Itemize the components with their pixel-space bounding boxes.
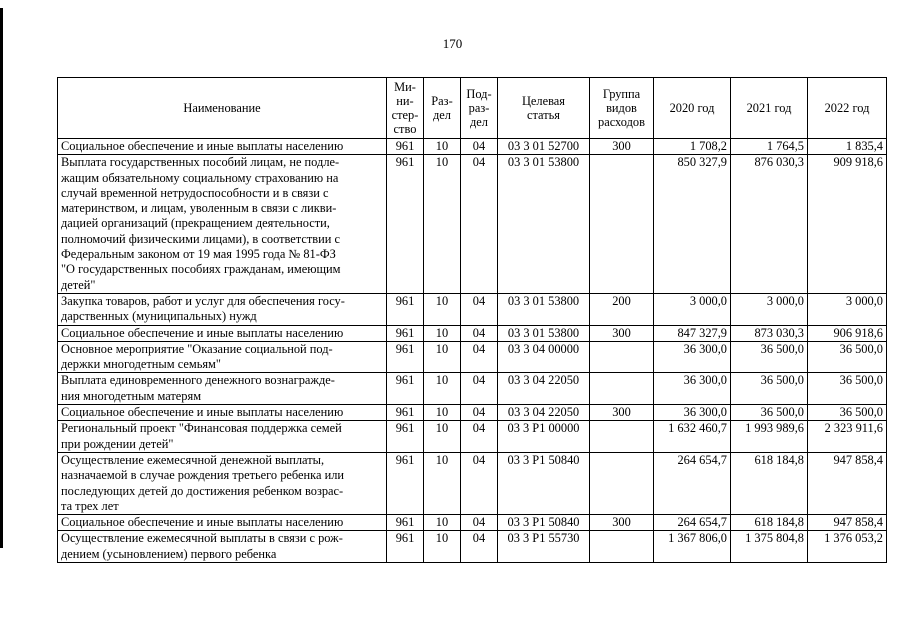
cell-section: 10 [424,325,461,341]
cell-group [590,531,654,563]
table-row [58,405,887,421]
cell-2022: 906 918,6 [808,325,887,341]
cell-group [590,421,654,453]
header-subsection: Под- раз- дел [461,78,498,139]
cell-2020: 36 300,0 [654,405,731,421]
cell-subsection: 04 [461,325,498,341]
cell-subsection: 04 [461,341,498,373]
budget-table [57,77,887,563]
cell-section: 10 [424,421,461,453]
cell-name: Социальное обеспечение и иные выплаты населению [58,325,387,341]
cell-2020: 847 327,9 [654,325,731,341]
cell-section: 10 [424,531,461,563]
cell-ministry: 961 [387,325,424,341]
cell-target: 03 3 01 53800 [498,293,590,325]
cell-2020: 1 367 806,0 [654,531,731,563]
cell-group [590,341,654,373]
table-row [58,341,887,373]
header-name: Наименование [58,78,387,139]
cell-ministry: 961 [387,139,424,155]
cell-2022: 2 323 911,6 [808,421,887,453]
cell-subsection: 04 [461,155,498,294]
cell-ministry: 961 [387,293,424,325]
cell-2022: 36 500,0 [808,341,887,373]
cell-group: 300 [590,515,654,531]
cell-section: 10 [424,341,461,373]
cell-name: Социальное обеспечение и иные выплаты населению [58,405,387,421]
cell-subsection: 04 [461,405,498,421]
cell-target: 03 3 04 00000 [498,341,590,373]
cell-2020: 850 327,9 [654,155,731,294]
cell-2022: 3 000,0 [808,293,887,325]
header-row [58,78,887,139]
scan-edge-marks [0,330,3,486]
header-section: Раз- дел [424,78,461,139]
cell-name: Социальное обеспечение и иные выплаты населению [58,515,387,531]
cell-ministry: 961 [387,405,424,421]
table-row [58,155,887,294]
table-row [58,139,887,155]
cell-target: 03 3 P1 55730 [498,531,590,563]
page-number: 170 [442,36,463,51]
cell-group [590,452,654,514]
cell-subsection: 04 [461,531,498,563]
cell-target: 03 3 04 22050 [498,405,590,421]
cell-ministry: 961 [387,155,424,294]
table-row [58,325,887,341]
cell-ministry: 961 [387,531,424,563]
table-row [58,421,887,453]
cell-2021: 36 500,0 [731,373,808,405]
cell-2022: 36 500,0 [808,373,887,405]
cell-name: Выплата единовременного денежного вознагражде- ния многодетным матерям [58,373,387,405]
cell-target: 03 3 01 53800 [498,325,590,341]
cell-2021: 1 993 989,6 [731,421,808,453]
cell-group: 200 [590,293,654,325]
cell-name: Выплата государственных пособий лицам, не подле- жащим обязательному социальному страхованию на случай временной нетрудоспособности и в связи с материнством, и лицам, уволенным в связи с ликви- дацией организаций (прекращением деятельности, полномочий физическими лицами), в соответствии с Федеральным законом от 19 мая 1995 года № 81-ФЗ "О государственных пособиях гражданам, имеющим детей" [58,155,387,294]
cell-target: 03 3 P1 50840 [498,452,590,514]
cell-2022: 36 500,0 [808,405,887,421]
cell-2020: 3 000,0 [654,293,731,325]
cell-group: 300 [590,405,654,421]
table-row [58,293,887,325]
header-target: Целевая статья [498,78,590,139]
cell-2020: 1 708,2 [654,139,731,155]
cell-ministry: 961 [387,515,424,531]
cell-subsection: 04 [461,373,498,405]
cell-subsection: 04 [461,293,498,325]
cell-2022: 1 835,4 [808,139,887,155]
cell-2021: 36 500,0 [731,405,808,421]
cell-2021: 1 764,5 [731,139,808,155]
cell-section: 10 [424,155,461,294]
cell-name: Осуществление ежемесячной денежной выплаты, назначаемой в случае рождения третьего ребенка или последующих детей до достижения ребенком возрас- та трех лет [58,452,387,514]
cell-ministry: 961 [387,373,424,405]
cell-target: 03 3 04 22050 [498,373,590,405]
header-group: Группа видов расходов [590,78,654,139]
cell-group [590,155,654,294]
cell-2021: 1 375 804,8 [731,531,808,563]
cell-subsection: 04 [461,515,498,531]
cell-group [590,373,654,405]
cell-ministry: 961 [387,452,424,514]
cell-2020: 36 300,0 [654,373,731,405]
cell-target: 03 3 01 53800 [498,155,590,294]
cell-name: Региональный проект "Финансовая поддержка семей при рождении детей" [58,421,387,453]
cell-group: 300 [590,325,654,341]
cell-2020: 264 654,7 [654,452,731,514]
cell-name: Закупка товаров, работ и услуг для обеспечения госу- дарственных (муниципальных) нужд [58,293,387,325]
cell-2021: 36 500,0 [731,341,808,373]
cell-2020: 1 632 460,7 [654,421,731,453]
cell-2021: 618 184,8 [731,452,808,514]
cell-subsection: 04 [461,139,498,155]
cell-subsection: 04 [461,452,498,514]
cell-section: 10 [424,515,461,531]
table-row [58,373,887,405]
cell-section: 10 [424,452,461,514]
cell-target: 03 3 P1 50840 [498,515,590,531]
cell-target: 03 3 P1 00000 [498,421,590,453]
table-row [58,515,887,531]
cell-2020: 264 654,7 [654,515,731,531]
header-2020: 2020 год [654,78,731,139]
cell-subsection: 04 [461,421,498,453]
cell-name: Осуществление ежемесячной выплаты в связи с рож- дением (усыновлением) первого ребенка [58,531,387,563]
cell-2021: 873 030,3 [731,325,808,341]
cell-section: 10 [424,293,461,325]
cell-ministry: 961 [387,341,424,373]
table-row [58,531,887,563]
cell-section: 10 [424,373,461,405]
header-2021: 2021 год [731,78,808,139]
cell-2022: 1 376 053,2 [808,531,887,563]
cell-section: 10 [424,139,461,155]
cell-2021: 618 184,8 [731,515,808,531]
cell-ministry: 961 [387,421,424,453]
cell-2022: 947 858,4 [808,515,887,531]
cell-section: 10 [424,405,461,421]
cell-group: 300 [590,139,654,155]
cell-2021: 3 000,0 [731,293,808,325]
cell-target: 03 3 01 52700 [498,139,590,155]
cell-2020: 36 300,0 [654,341,731,373]
cell-name: Основное мероприятие "Оказание социальной под- держки многодетным семьям" [58,341,387,373]
header-2022: 2022 год [808,78,887,139]
cell-2022: 947 858,4 [808,452,887,514]
cell-name: Социальное обеспечение и иные выплаты населению [58,139,387,155]
table-row [58,452,887,514]
cell-2021: 876 030,3 [731,155,808,294]
header-ministry: Ми- ни- стер- ство [387,78,424,139]
cell-2022: 909 918,6 [808,155,887,294]
